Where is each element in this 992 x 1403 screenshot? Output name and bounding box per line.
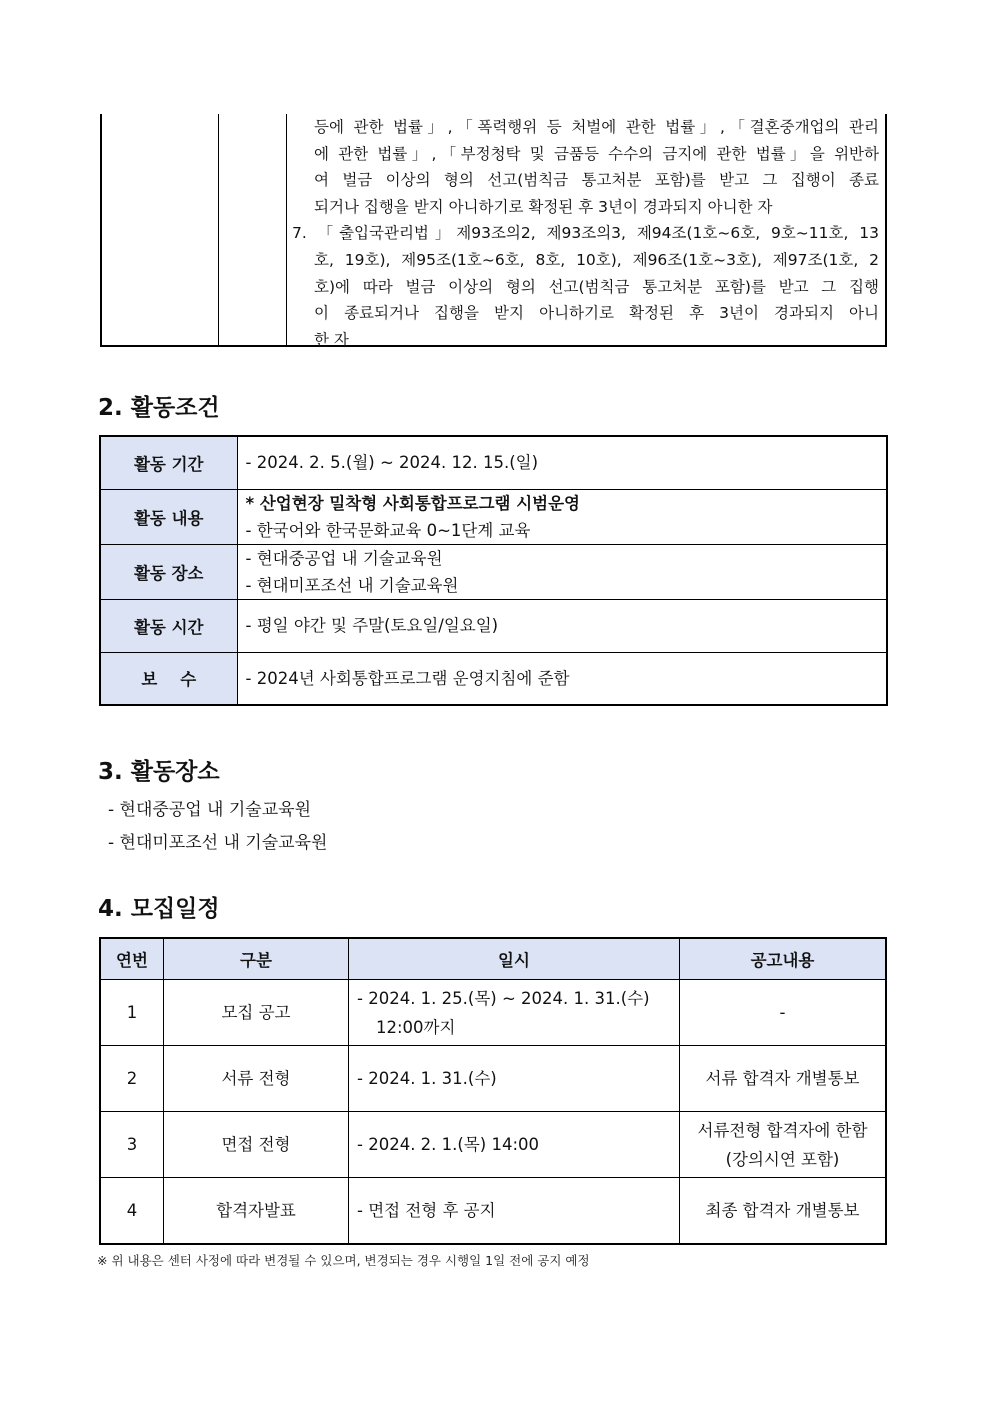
text-line: 호, 19호), 제95조(1호~6호, 8호, 10호), 제96조(1호~3호), 제97조(1호, 2 [314, 250, 879, 269]
row-date [349, 980, 680, 1046]
row-number: 2 [100, 1046, 164, 1112]
section4-title: 4. 모집일정 [98, 896, 220, 922]
row-type: 모집 공고 [164, 980, 349, 1046]
table-row [100, 1178, 886, 1245]
value-line: - 현대미포조선 내 기술교육원 [245, 575, 459, 595]
row-label: 활동 내용 [100, 489, 237, 544]
table-row [100, 1046, 886, 1112]
date-line: - 2024. 1. 25.(목) ~ 2024. 1. 31.(수) [357, 988, 650, 1008]
table-row [100, 489, 887, 544]
row-value [237, 599, 887, 652]
notice-line: 서류전형 합격자에 한함 [697, 1120, 868, 1140]
row-notice [680, 1112, 887, 1178]
row-notice: - [680, 980, 887, 1046]
disqualification-text [288, 114, 879, 353]
table-row [100, 980, 886, 1046]
text-line: 한 자 [314, 330, 349, 349]
row-type: 서류 전형 [164, 1046, 349, 1112]
footnote: ※ 위 내용은 센터 사정에 따라 변경될 수 있으며, 변경되는 경우 시행일 1일 전에 공지 예정 [97, 1253, 590, 1268]
place-item: - 현대중공업 내 기술교육원 [108, 800, 311, 820]
table-divider [218, 114, 219, 345]
row-date: - 2024. 1. 31.(수) [349, 1046, 680, 1112]
activity-conditions-table [99, 435, 888, 706]
row-value [237, 436, 887, 489]
row-value [237, 544, 887, 599]
section2-title: 2. 활동조건 [98, 395, 220, 421]
date-line: 12:00까지 [376, 1017, 456, 1037]
table-row [100, 1112, 886, 1178]
table-row [100, 652, 887, 705]
row-date: - 면접 전형 후 공지 [349, 1178, 680, 1245]
row-number: 3 [100, 1112, 164, 1178]
table-header-row [100, 938, 886, 980]
row-label: 활동 기간 [100, 436, 237, 489]
place-item: - 현대미포조선 내 기술교육원 [108, 833, 328, 853]
table-divider [286, 114, 287, 345]
text-line: 에 관한 법률」,「부정청탁 및 금품등 수수의 금지에 관한 법률」을 위반하 [314, 144, 879, 163]
value-line: - 한국어와 한국문화교육 0~1단계 교육 [245, 520, 531, 540]
text-line: 여 벌금 이상의 형의 선고(범칙금 통고처분 포함)를 받고 그 집행이 종료 [314, 171, 879, 190]
row-value [237, 652, 887, 705]
column-header: 구분 [164, 938, 349, 980]
row-value [237, 489, 887, 544]
text-line: 7. 「출입국관리법」제93조의2, 제93조의3, 제94조(1호~6호, 9호~11호, 13 [292, 224, 879, 243]
row-label: 활동 장소 [100, 544, 237, 599]
notice-line: (강의시연 포함) [725, 1149, 840, 1169]
value-line: - 평일 야간 및 주말(토요일/일요일) [245, 616, 499, 635]
row-number: 4 [100, 1178, 164, 1245]
recruitment-schedule-table [99, 937, 887, 1245]
row-type: 면접 전형 [164, 1112, 349, 1178]
row-notice: 서류 합격자 개별통보 [680, 1046, 887, 1112]
value-line: - 현대중공업 내 기술교육원 [245, 548, 443, 568]
text-line: 호)에 따라 벌금 이상의 형의 선고(범칙금 통고처분 포함)를 받고 그 집행 [314, 277, 879, 296]
prev-requirements-table [100, 114, 887, 347]
value-line: - 2024. 2. 5.(월) ~ 2024. 12. 15.(일) [245, 453, 539, 473]
column-header: 연번 [100, 938, 164, 980]
column-header: 일시 [349, 938, 680, 980]
table-row [100, 436, 887, 489]
row-number: 1 [100, 980, 164, 1046]
table-row [100, 544, 887, 599]
row-notice: 최종 합격자 개별통보 [680, 1178, 887, 1245]
value-line: * 산업현장 밀착형 사회통합프로그램 시범운영 [245, 493, 580, 513]
row-type: 합격자발표 [164, 1178, 349, 1245]
table-row [100, 599, 887, 652]
section3-title: 3. 활동장소 [98, 759, 220, 785]
row-date: - 2024. 2. 1.(목) 14:00 [349, 1112, 680, 1178]
value-line: - 2024년 사회통합프로그램 운영지침에 준함 [245, 668, 570, 688]
text-line: 등에 관한 법률」,「폭력행위 등 처벌에 관한 법률」,「결혼중개업의 관리 [314, 118, 879, 136]
row-label: 보 수 [100, 652, 237, 705]
column-header: 공고내용 [680, 938, 887, 980]
text-line: 이 종료되거나 집행을 받지 아니하기로 확정된 후 3년이 경과되지 아니 [314, 304, 879, 323]
row-label: 활동 시간 [100, 599, 237, 652]
text-line: 되거나 집행을 받지 아니하기로 확정된 후 3년이 경과되지 아니한 자 [314, 197, 773, 216]
